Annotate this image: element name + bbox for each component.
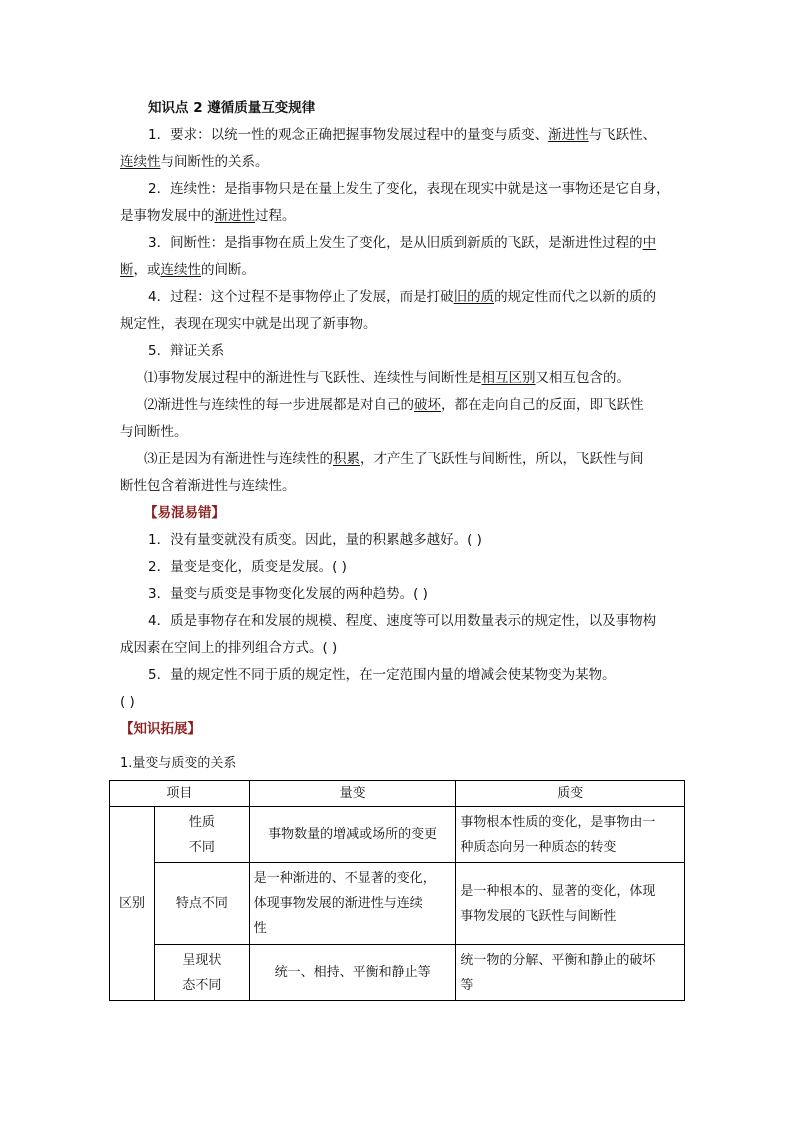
table-row [110,945,685,1001]
underlined-term: 旧的质 [453,289,495,305]
text: 是一种渐进的、不显著的变化， [253,871,436,886]
row-label [154,807,249,863]
text: 性 [253,921,267,936]
text: 不同 [188,839,215,855]
text: 与间断性的关系。 [160,154,269,170]
text: 与飞跃性、 [588,127,657,143]
text: 是一种根本的、显著的变化，体现 [460,883,656,899]
text: ⑵渐进性与连续性的每一步进展都是对自己的 [144,397,414,413]
item-2-line-1: 2．连续性：是指事物只是在量上发生了变化，表现在现实中就是这一事物还是它自身， [148,181,670,197]
point-1 [120,365,680,392]
underlined-term: 渐进性 [214,208,255,224]
text: 是事物发展中的 [120,208,215,224]
text: 3．间断性：是指事物在质上发生了变化，是从旧质到新质的飞跃，是渐进性过程的 [148,235,643,251]
knowledge-content [120,95,680,743]
text: 1．要求：以统一性的观念正确把握事物发展过程中的量变与质变、 [148,127,549,143]
quant-cell: 统一、相持、平衡和静止等 [249,945,456,1001]
point-3-line-2: 断性包含着渐进性与连续性。 [120,478,296,494]
text: ，才产生了飞跃性与间断性，所以，飞跃性与间 [360,451,644,467]
text: 态不同 [182,977,222,993]
underlined-term: 中 [642,235,657,251]
point-3-line-1 [120,446,680,473]
underlined-term: 渐进性 [548,127,589,143]
item-5: 5．辩证关系 [148,343,225,359]
row-label: 特点不同 [154,863,249,945]
text: 事物发展的飞跃性与间断性 [460,908,617,924]
confuse-q4-line-1: 4．质是事物存在和发展的规模、程度、速度等可以用数量表示的规定性，以及事物构 [148,613,657,629]
confuse-title: 【易混易错】 [144,505,225,521]
item-3-line-1 [120,230,680,257]
text: ⑴事物发展过程中的渐进性与飞跃性、连续性与间断性是 [144,370,482,386]
confuse-q5-line-2: ( ) [120,694,135,710]
item-2-line-2 [120,203,680,230]
text: 性质 [188,814,215,830]
underlined-term: 断 [120,262,134,278]
text: 4．过程：这个过程不是事物停止了发展，而是打破 [148,289,454,305]
qual-cell [456,945,685,1001]
underlined-term: 破坏 [414,397,441,413]
underlined-term: 相互区别 [481,370,536,386]
point-2-line-2: 与间断性。 [120,424,188,440]
knowledge-point-title: 知识点 2 遵循质量互变规律 [148,100,316,116]
table-subtitle: 1.量变与质变的关系 [120,756,237,771]
text: 呈现状 [182,952,222,968]
qual-cell [456,807,685,863]
item-4-line-1 [120,284,680,311]
text: 的规定性而代之以新的质的 [494,289,657,305]
point-2-line-1 [120,392,680,419]
header-qualitative: 质变 [456,781,685,807]
table-row [110,807,685,863]
confuse-q4-line-2: 成因素在空间上的排列组合方式。( ) [120,640,338,656]
text: 的间断。 [201,262,255,278]
text: 又相互包含的。 [535,370,630,386]
table-header-row [110,781,685,807]
quantity-quality-table [109,780,685,1001]
text: ，或 [133,262,161,278]
item-1-line-1 [120,122,680,149]
qual-cell [456,863,685,945]
item-1-line-2 [120,149,680,176]
confuse-q2: 2．量变是变化，质变是发展。( ) [148,559,347,575]
confuse-q3: 3．量变与质变是事物变化发展的两种趋势。( ) [148,586,428,602]
quant-cell: 事物数量的增减或场所的变更 [249,807,456,863]
confuse-q5-line-1: 5．量的规定性不同于质的规定性，在一定范围内量的增减会使某物变为某物。 [148,667,616,683]
header-item: 项目 [110,781,250,807]
item-3-line-2 [120,257,680,284]
text: 种质态向另一种质态的转变 [460,839,617,855]
underlined-term: 连续性 [120,154,161,170]
item-4-line-2: 规定性，表现在现实中就是出现了新事物。 [120,316,377,332]
header-quantitative: 量变 [249,781,456,807]
quant-cell [249,863,456,945]
text: 事物根本性质的变化，是事物由一 [460,814,656,830]
expand-title: 【知识拓展】 [120,721,201,737]
row-label [154,945,249,1001]
text: 体现事物发展的渐进性与连续 [253,896,423,911]
text: ，都在走向自己的反面，即飞跃性 [441,397,644,413]
text: 等 [460,977,474,993]
underlined-term: 积累 [333,451,360,467]
table-row [110,863,685,945]
underlined-term: 连续性 [160,262,201,278]
text: 统一物的分解、平衡和静止的破坏 [460,952,656,968]
confuse-q1: 1．没有量变就没有质变。因此，量的积累越多越好。( ) [148,532,482,548]
group-label: 区别 [110,807,155,1001]
text: ⑶正是因为有渐进性与连续性的 [144,451,333,467]
text: 过程。 [255,208,296,224]
